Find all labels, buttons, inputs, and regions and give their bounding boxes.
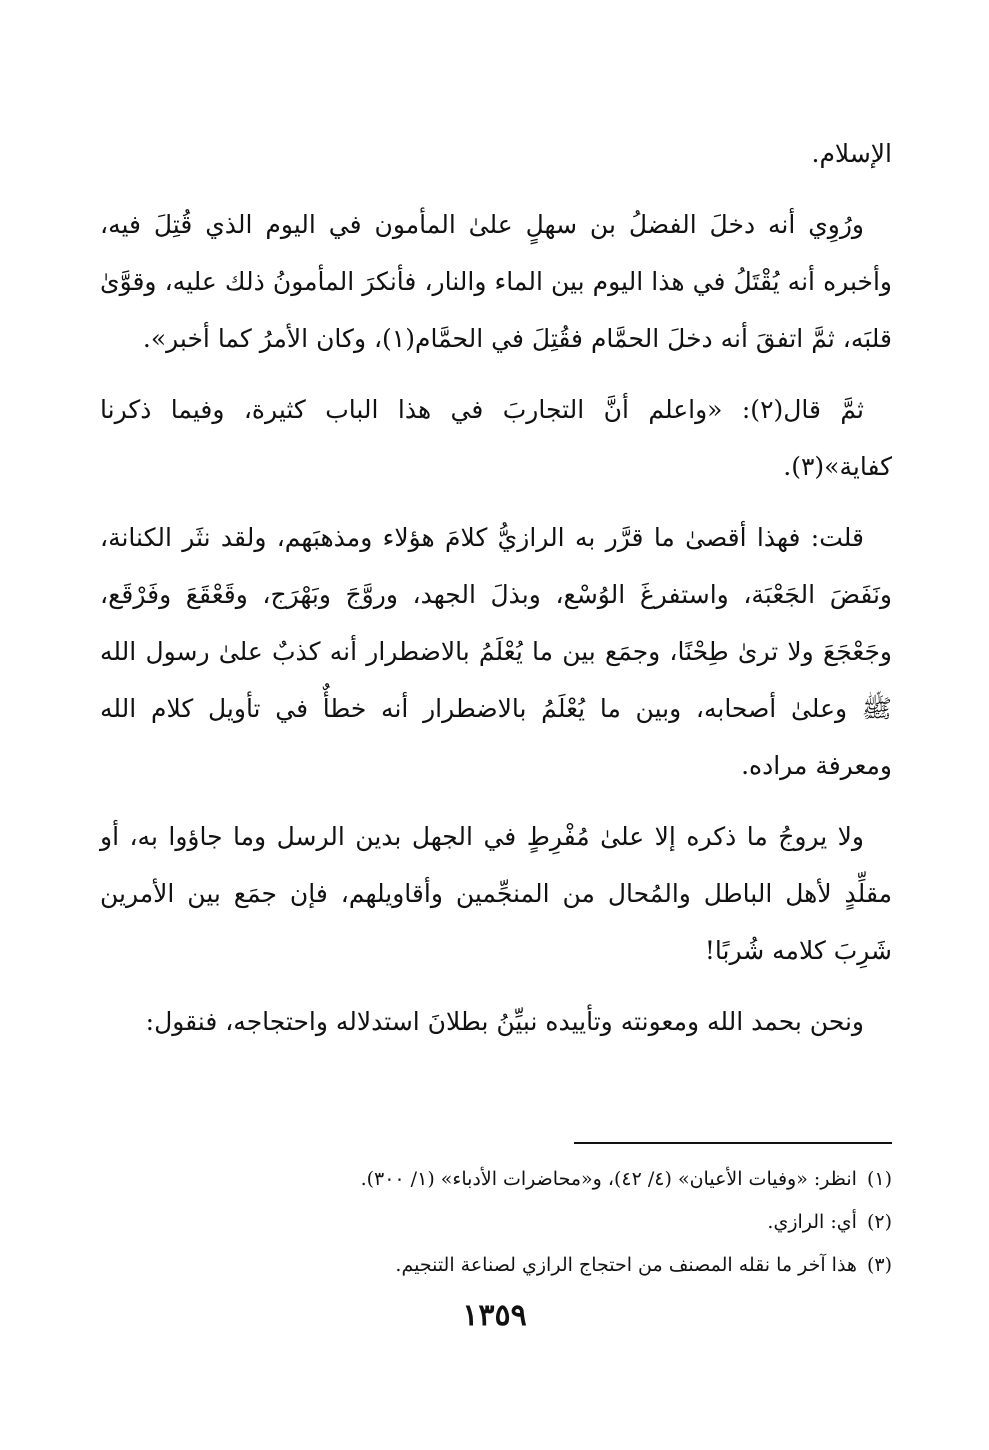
paragraph-narration: ورُوِي أنه دخلَ الفضلُ بن سهلٍ علىٰ المأمون في اليوم الذي قُتِلَ فيه، وأخبره أنه يُقْتَلُ في هذا اليوم بين الماء والنار، فأنكرَ المأمونُ ذلك عليه، وقوَّىٰ قلبَه، ثمَّ اتفقَ أنه دخلَ الحمَّام فقُتِلَ في الحمَّام(١)، وكان الأمرُ كما أخبر». — [100, 210, 892, 353]
paragraph-conclusion: ونحن بحمد الله ومعونته وتأييده نبيِّنُ بطلانَ استدلاله واحتجاجه، فنقول: — [145, 1007, 864, 1036]
paragraph-commentary: قلت: فهذا أقصىٰ ما قرَّر به الرازيُّ كلامَ هؤلاء ومذهبَهم، ولقد نثَر الكنانة، ونَفَضَ الجَعْبَة، واستفرغَ الوُسْع، وبذلَ الجهد، وروَّجَ وبَهْرَج، وقَعْقَعَ وفَرْقَع، وجَعْجَعَ ولا ترىٰ طِحْنًا، وجمَع بين ما يُعْلَمُ بالاضطرار أنه كذبٌ علىٰ رسول الله ﷺ وعلىٰ أصحابه، وبين ما يُعْلَمُ بالاضطرار أنه خطأٌ في تأويل كلام الله ومعرفة مراده. — [100, 523, 892, 780]
footnote-2 — [100, 1201, 892, 1244]
footnote-text: أي: الرازي. — [767, 1211, 857, 1233]
footnote-number: (١) — [866, 1168, 892, 1190]
footnote-1 — [100, 1158, 892, 1201]
page-number: ١٣٥٩ — [462, 1298, 527, 1333]
footnote-text: انظر: «وفيات الأعيان» (٤/ ٤٢)، و«محاضرات الأدباء» (١/ ٣٠٠). — [360, 1168, 857, 1190]
footnote-text: هذا آخر ما نقله المصنف من احتجاج الرازي لصناعة التنجيم. — [395, 1254, 857, 1276]
paragraph-refutation: ولا يروجُ ما ذكره إلا علىٰ مُفْرِطٍ في الجهل بدين الرسل وما جاؤوا به، أو مقلِّدٍ لأهل الباطل والمُحال من المنجِّمين وأقاويلهم، فإن جمَع بين الأمرين شَرِبَ كلامه شُربًا! — [100, 822, 892, 965]
paragraph-quote: ثمَّ قال(٢): «واعلم أنَّ التجاربَ في هذا الباب كثيرة، وفيما ذكرنا كفاية»(٣). — [100, 395, 892, 481]
paragraph-continuation: الإسلام. — [811, 139, 892, 168]
footnote-number: (٣) — [866, 1254, 892, 1276]
footnote-number: (٢) — [866, 1211, 892, 1233]
footnote-3 — [100, 1244, 892, 1287]
main-text — [100, 125, 892, 1064]
footnotes — [100, 1158, 892, 1287]
footnote-separator — [574, 1142, 892, 1144]
